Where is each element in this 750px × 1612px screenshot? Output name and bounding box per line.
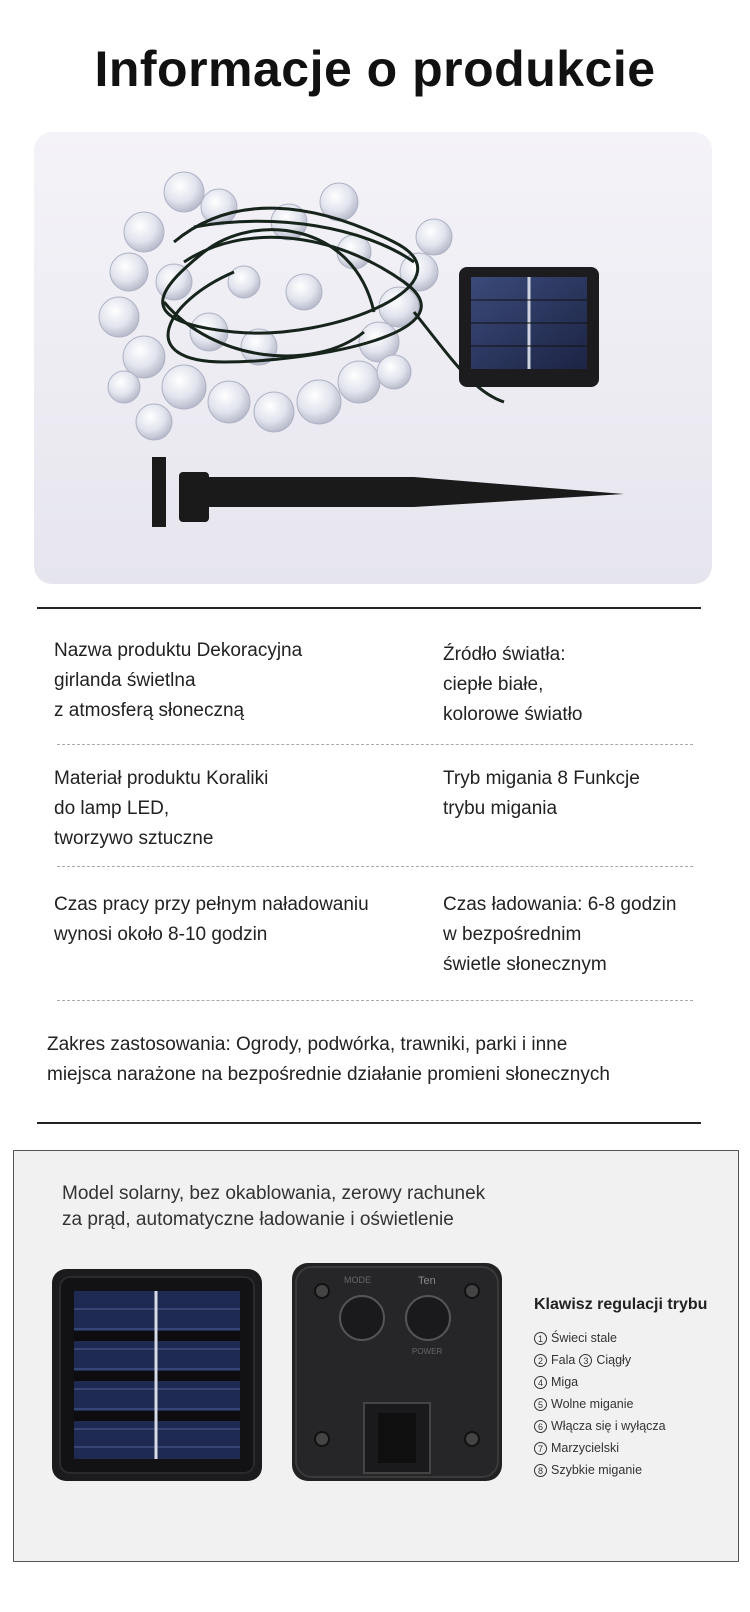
spec-working-time: Czas pracy przy pełnym naładowaniu wynosi około 8-10 godzin xyxy=(54,894,369,945)
mode-button-label: MODE xyxy=(344,1275,371,1285)
mode-item: 6 Włącza się i wyłącza xyxy=(534,1415,666,1437)
mode-item: 7 Marzycielski xyxy=(534,1437,666,1459)
spec-light-source: Źródło światła: ciepłe białe, kolorowe światło xyxy=(443,644,583,725)
solar-panel-image xyxy=(52,1269,262,1481)
divider-bottom xyxy=(37,1122,701,1124)
product-photo xyxy=(34,132,712,584)
spec-charging-time: Czas ładowania: 6-8 godzin w bezpośrednim świetle słonecznym xyxy=(443,894,677,975)
dashed-divider xyxy=(57,1000,693,1001)
mode-item: 8 Szybkie miganie xyxy=(534,1459,666,1481)
spec-material: Materiał produktu Koraliki do lamp LED, tworzywo sztuczne xyxy=(54,768,269,849)
mode-item: 2 Fala 3 Ciągły xyxy=(534,1349,666,1371)
solar-feature-text: Model solarny, bez okablowania, zerowy rachunek za prąd, automatyczne ładowanie i oświetlenie xyxy=(62,1183,486,1230)
spec-product-name: Nazwa produktu Dekoracyjna girlanda świetlna z atmosferą słoneczną xyxy=(54,640,303,721)
mode-item: 1 Świeci stale xyxy=(534,1327,666,1349)
modes-title: Klawisz regulacji trybu xyxy=(534,1296,708,1313)
spec-application: Zakres zastosowania: Ogrody, podwórka, trawniki, parki i inne miejsca narażone na bezpośrednie działanie promieni słonecznych xyxy=(47,1034,610,1085)
solar-string-lights-illustration xyxy=(34,132,712,584)
page-title: Informacje o produkcie xyxy=(94,41,656,97)
dashed-divider xyxy=(57,744,693,745)
power-button-label: POWER xyxy=(412,1347,443,1356)
ten-button-label: Ten xyxy=(418,1275,436,1287)
mode-item: 5 Wolne miganie xyxy=(534,1393,666,1415)
control-box-image xyxy=(292,1263,502,1481)
mode-list xyxy=(534,1327,666,1481)
dashed-divider xyxy=(57,866,693,867)
divider-top xyxy=(37,607,701,609)
solar-feature-panel xyxy=(13,1150,739,1562)
mode-item: 4 Miga xyxy=(534,1371,666,1393)
spec-flash-mode: Tryb migania 8 Funkcje trybu migania xyxy=(443,768,640,819)
